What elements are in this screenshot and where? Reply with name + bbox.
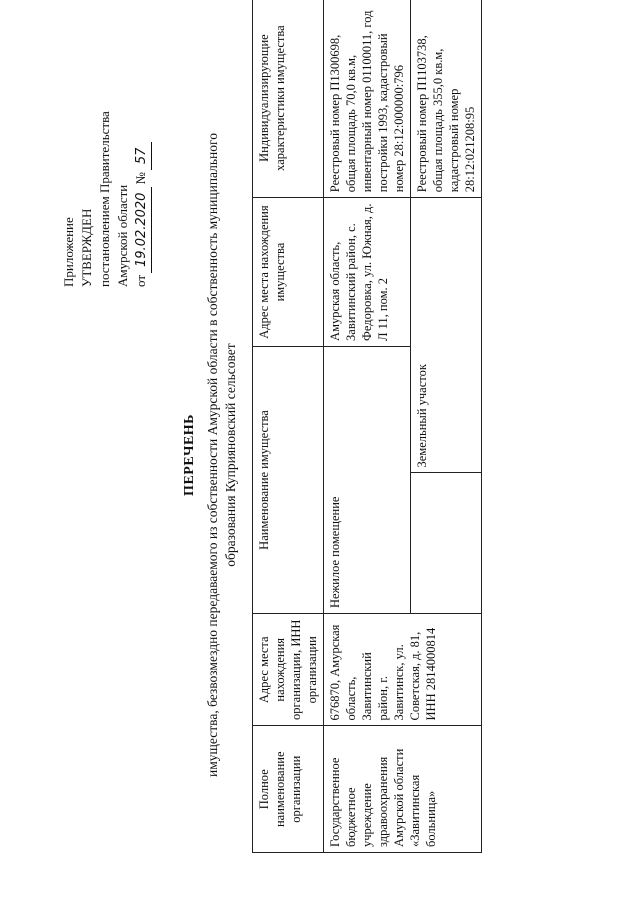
property-name-cell: Земельный участок	[411, 198, 482, 473]
date-prefix: от	[133, 274, 148, 287]
header-property-name: Наименование имущества	[253, 346, 324, 613]
handwritten-date: 19.02.2020	[133, 187, 152, 273]
header-org-address: Адрес места нахождения организации, ИНН организации	[253, 614, 324, 726]
property-table	[252, 0, 482, 853]
table-row	[324, 0, 411, 853]
approval-stamp	[60, 27, 152, 287]
table-header-row	[253, 0, 324, 853]
document-subtitle-1: имущества, безвозмездно передаваемого из собственности Амурской области в собственность муниципального	[205, 133, 220, 777]
approved-label: УТВЕРЖДЕН	[79, 208, 94, 287]
header-org-name: Полное наименование организации	[253, 726, 324, 853]
approved-by-line: постановлением Правительства	[97, 111, 112, 287]
header-property-address: Адрес места нахождения имущества	[253, 198, 324, 347]
date-number-line	[132, 27, 152, 287]
org-name-cell: Государственное бюджетное учреждение здравоохранения Амурской области «Завитинская больница»	[324, 726, 482, 853]
property-name-cell-blank	[411, 473, 482, 614]
property-characteristics-cell: Реестровый номер П1300698, общая площадь 70,0 кв.м, инвентарный номер 01100011, год постройки 1993, кадастровый номер 28:12:000000:796	[324, 0, 411, 198]
number-prefix: №	[133, 172, 148, 185]
document-title: ПЕРЕЧЕНЬ	[182, 414, 197, 496]
handwritten-number: 57	[133, 142, 152, 171]
org-address-cell: 676870, Амурская область, Завитинский район, г. Завитинск, ул. Советская, д. 81, ИНН 2814000814	[324, 614, 482, 726]
header-characteristics: Индивидуализирующие характеристики имущества	[253, 0, 324, 198]
appendix-label: Приложение	[61, 217, 76, 287]
property-name-cell: Нежилое помещение	[324, 346, 411, 613]
property-characteristics-cell: Реестровый номер П1103738, общая площадь 355,0 кв.м, кадастровый номер 28:12:021208:95	[411, 0, 482, 198]
document-subtitle-2: образования Куприяновский сельсовет	[223, 343, 238, 567]
document-heading	[182, 95, 240, 815]
region-line: Амурской области	[115, 184, 130, 287]
property-address-cell: Амурская область, Завитинский район, с. Федоровка, ул. Южная, д. Л 11, пом. 2	[324, 198, 411, 347]
